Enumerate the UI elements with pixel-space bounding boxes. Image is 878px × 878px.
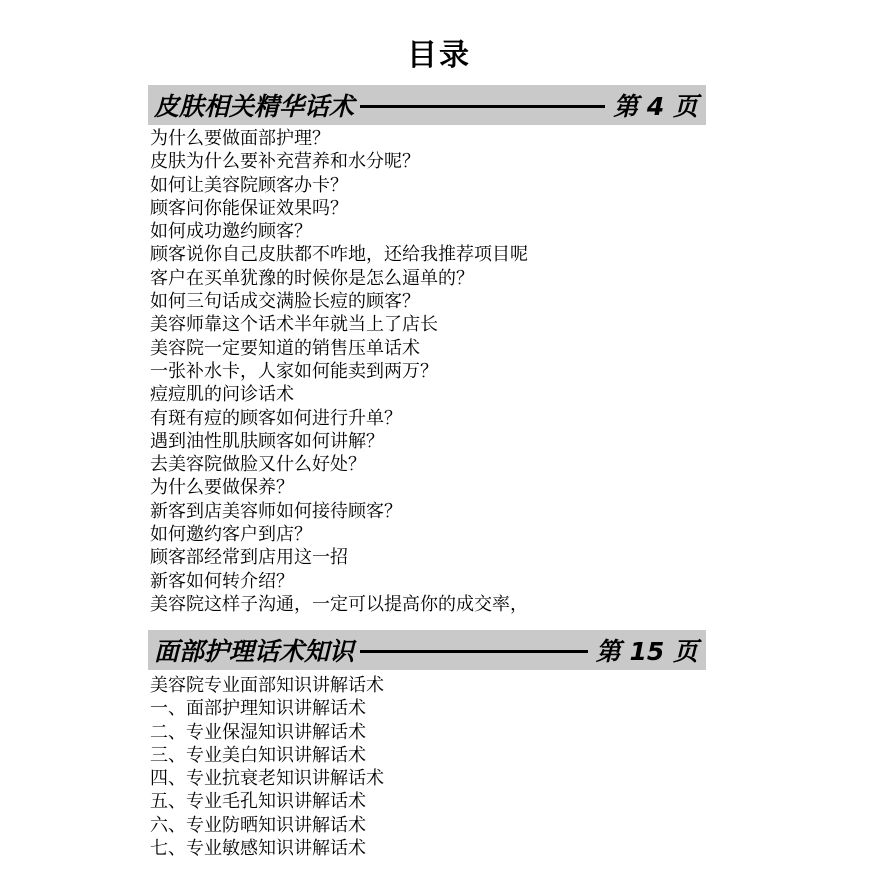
- section-page-number: 第 15 页: [595, 637, 698, 666]
- toc-entry: 六、专业防晒知识讲解话术: [150, 814, 366, 836]
- section-entries-skin: [150, 127, 528, 616]
- toc-entry: 有斑有痘的顾客如何进行升单？: [150, 407, 402, 429]
- toc-entry: 美容师靠这个话术半年就当上了店长: [150, 314, 438, 336]
- toc-entry: 痘痘肌的问诊话术: [150, 384, 294, 406]
- section-title: 皮肤相关精华话术: [154, 92, 355, 121]
- toc-entry: 顾客说你自己皮肤都不咋地，还给我推荐项目呢: [150, 244, 528, 266]
- toc-entry: 皮肤为什么要补充营养和水分呢？: [150, 151, 420, 173]
- section-title: 面部护理话术知识: [154, 637, 355, 666]
- toc-entry: 四、专业抗衰老知识讲解话术: [150, 768, 384, 790]
- toc-entry: 美容院这样子沟通，一定可以提高你的成交率，: [150, 593, 528, 615]
- section-entries-facial-care: [150, 674, 384, 860]
- toc-entry: 如何三句话成交满脸长痘的顾客？: [150, 291, 420, 313]
- toc-entry: 美容院一定要知道的销售压单话术: [150, 337, 420, 359]
- leader-dashes: [360, 650, 588, 653]
- toc-entry: 五、专业毛孔知识讲解话术: [150, 791, 366, 813]
- toc-entry: 三、专业美白知识讲解话术: [150, 744, 366, 766]
- toc-entry: 如何让美容院顾客办卡？: [150, 174, 348, 196]
- toc-entry: 为什么要做面部护理？: [150, 128, 330, 149]
- toc-entry: 如何邀约客户到店？: [150, 524, 312, 546]
- toc-entry: 一、面部护理知识讲解话术: [150, 698, 366, 720]
- section-page-number: 第 4 页: [613, 92, 698, 121]
- toc-entry: 新客到店美容师如何接待顾客？: [150, 500, 402, 522]
- toc-entry: 新客如何转介绍？: [150, 570, 294, 592]
- section-header-skin: [148, 85, 706, 125]
- toc-entry: 如何成功邀约顾客？: [150, 221, 312, 243]
- toc-entry: 一张补水卡，人家如何能卖到两万？: [150, 360, 438, 382]
- toc-entry: 为什么要做保养？: [150, 477, 294, 499]
- toc-entry: 顾客部经常到店用这一招: [150, 547, 348, 569]
- page-title: 目录: [407, 38, 471, 73]
- toc-entry: 美容院专业面部知识讲解话术: [150, 675, 384, 696]
- toc-entry: 遇到油性肌肤顾客如何讲解？: [150, 430, 384, 452]
- toc-entry: 去美容院做脸又什么好处？: [150, 454, 366, 476]
- toc-entry: 二、专业保湿知识讲解话术: [150, 721, 366, 743]
- toc-entry: 顾客问你能保证效果吗？: [150, 197, 348, 219]
- leader-dashes: [360, 105, 605, 108]
- toc-entry: 客户在买单犹豫的时候你是怎么逼单的？: [150, 267, 474, 289]
- section-header-facial-care: [148, 630, 706, 670]
- toc-entry: 七、专业敏感知识讲解话术: [150, 838, 366, 860]
